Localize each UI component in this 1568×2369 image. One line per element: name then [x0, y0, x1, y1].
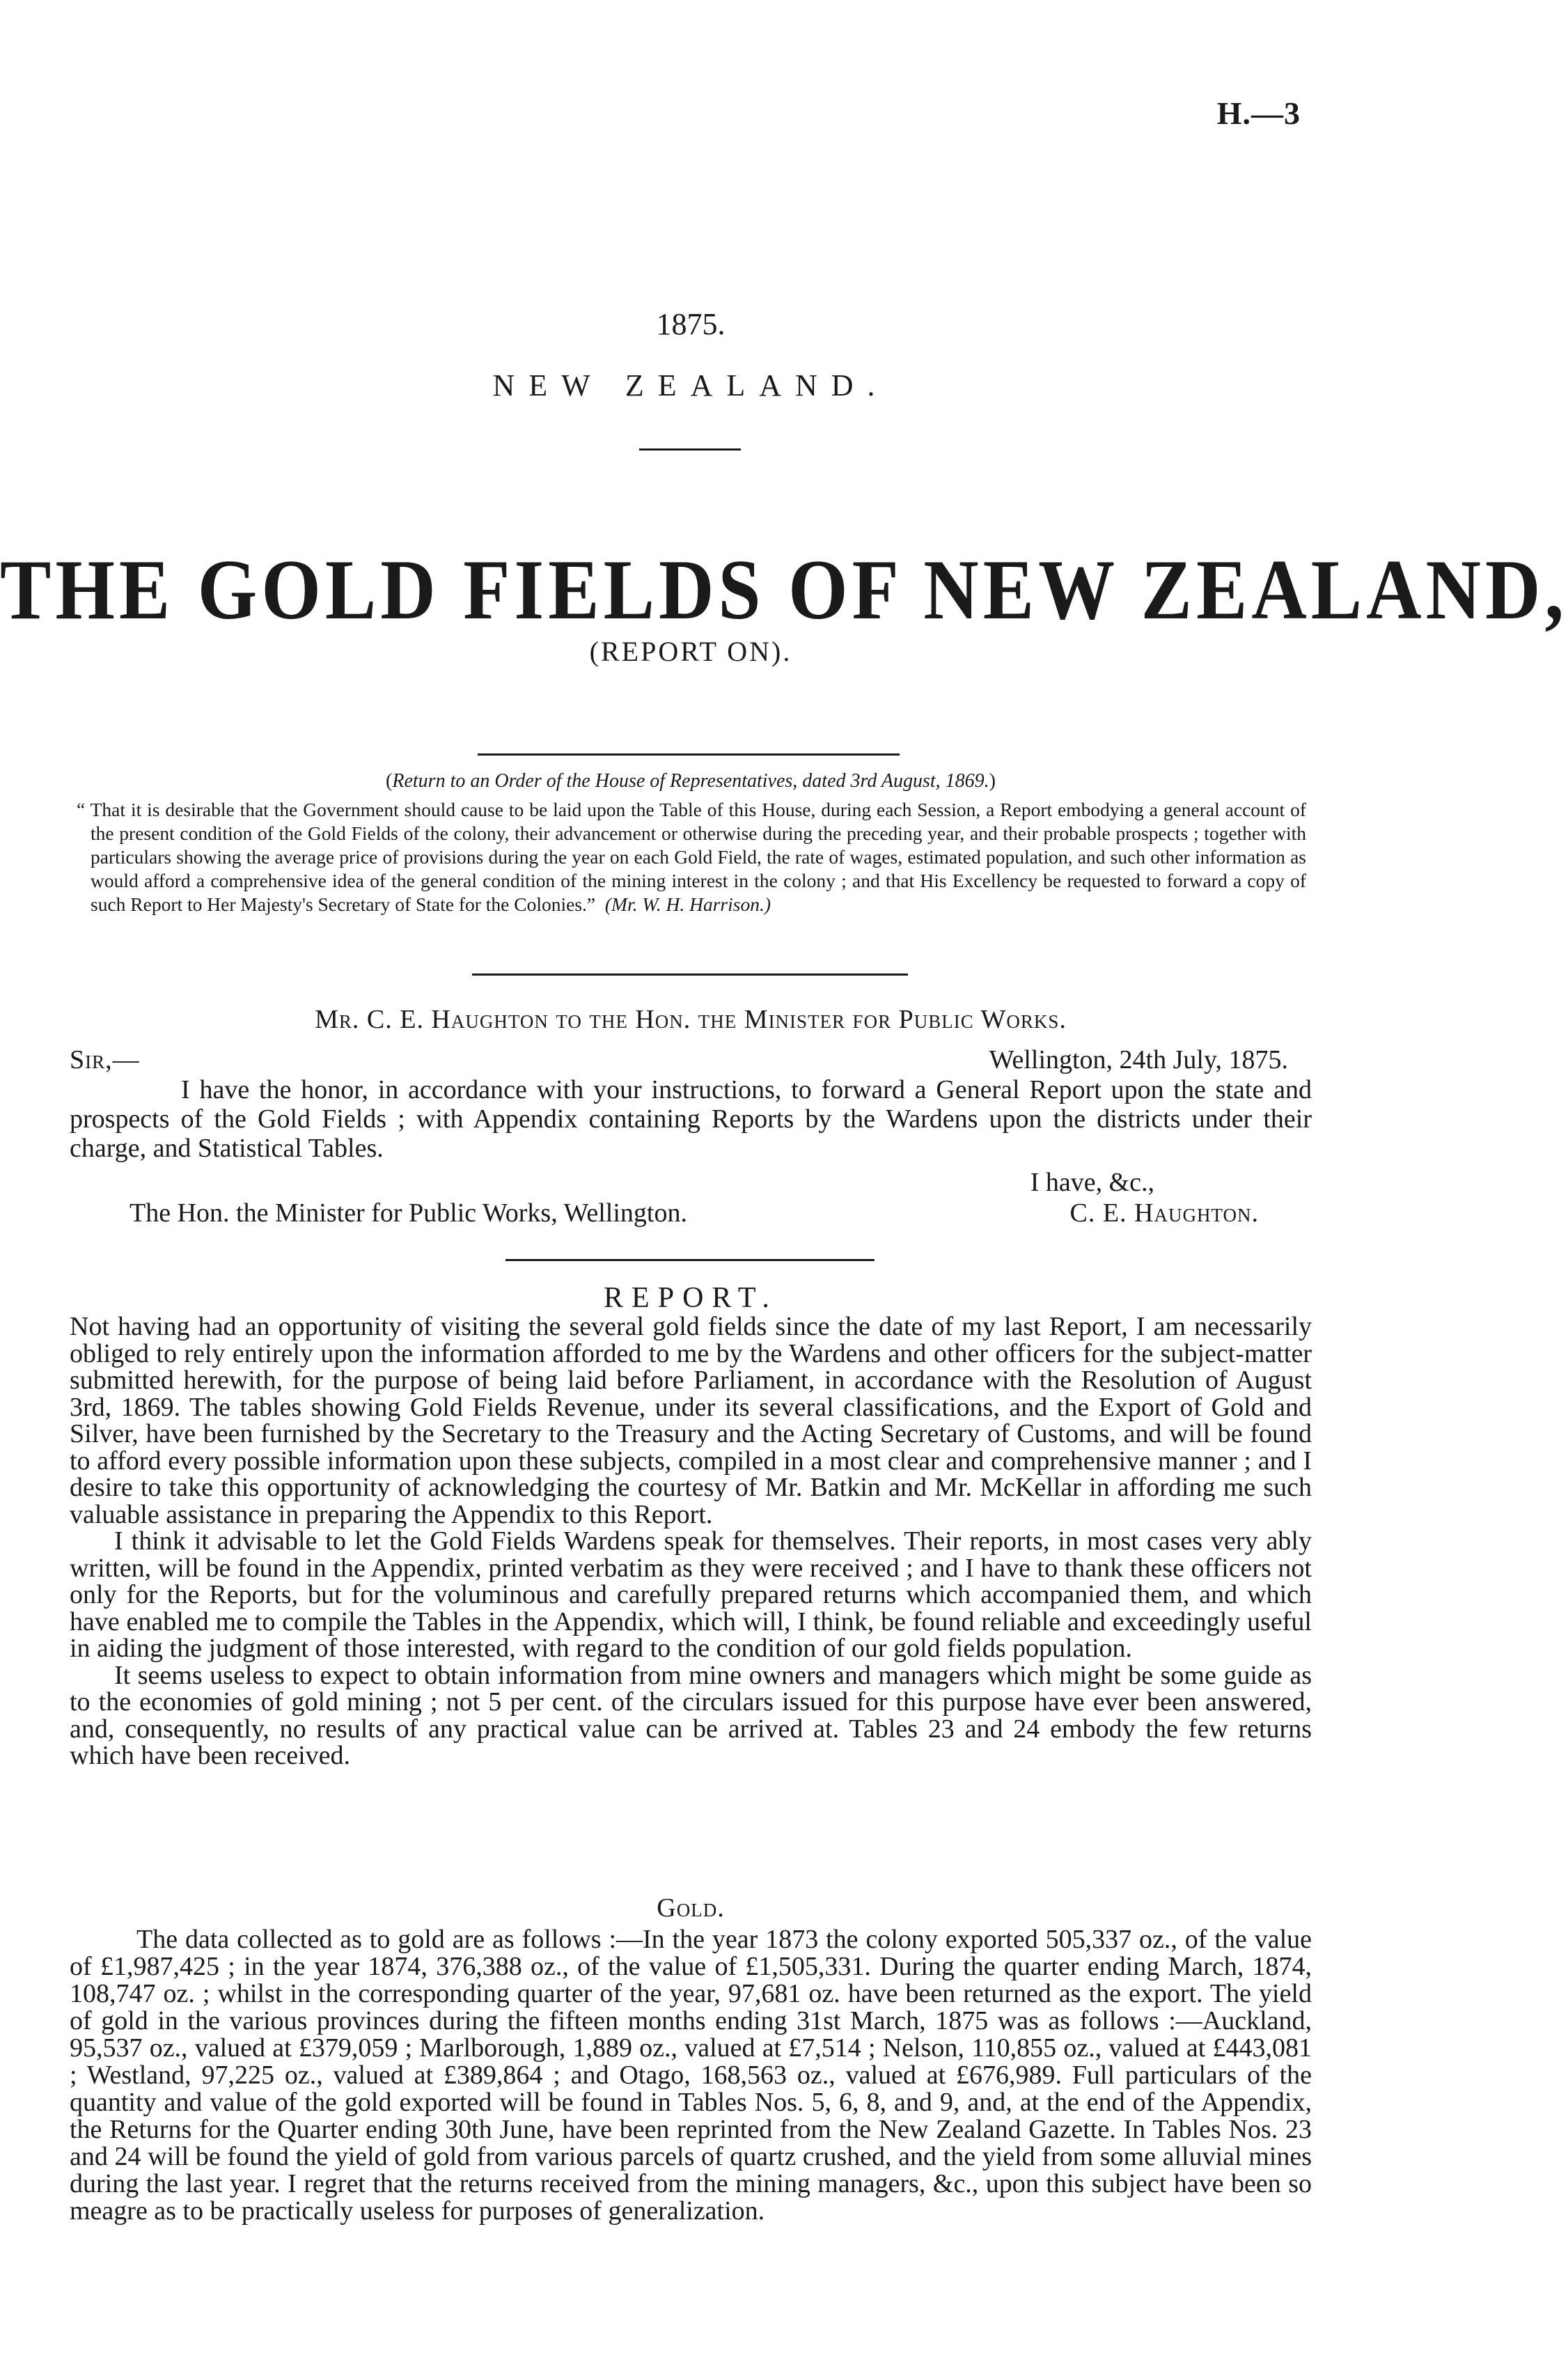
document-year: 1875.	[656, 307, 726, 341]
divider-rule	[472, 974, 908, 976]
gold-paragraph: The data collected as to gold are as follows :—In the year 1873 the colony exported 505,337 oz., of the value of £1,987,425 ; in the year 1874, 376,388 oz., of the value of £1,505,331. During the quarter ending March, 1874, 108,747 oz. ; whilst in the corresponding quarter of the year, 97,681 oz. have been returned as the export. The yield of gold in the various provinces during the fifteen months ending 31st March, 1875 was as follows :—Auckland, 95,537 oz., valued at £379,059 ; Marlborough, 1,889 oz., valued at £7,514 ; Nelson, 110,855 oz., valued at £443,081 ; Westland, 97,225 oz., valued at £389,864 ; and Otago, 168,563 oz., valued at £676,989. Full particulars of the quantity and value of the gold exported will be found in Tables Nos. 5, 6, 8, and 9, and, at the end of the Appendix, the Returns for the Quarter ending 30th June, have been reprinted from the New Zealand Gazette. In Tables Nos. 23 and 24 will be found the yield of gold from various parcels of quartz crushed, and the yield from some alluvial mines during the last year. I regret that the returns received from the mining managers, &c., upon this subject have been so meagre as to be practically useless for purposes of generalization.	[70, 1925, 1312, 2226]
page-subtitle: (REPORT ON).	[589, 636, 792, 667]
letter-addressee: The Hon. the Minister for Public Works, Wellington.	[130, 1198, 687, 1228]
report-paragraph: It seems useless to expect to obtain information from mine owners and managers which might be some guide as to the economies of gold mining ; not 5 per cent. of the circulars issued for this purpose have ever been answered, and, consequently, no results of any practical value can be arrived at. Tables 23 and 24 embody the few returns which have been received.	[70, 1660, 1312, 1770]
page-title: THE GOLD FIELDS OF NEW ZEALAND,	[0, 542, 1568, 637]
letter-signature: C. E. Haughton.	[1069, 1198, 1259, 1228]
report-paragraph: I think it advisable to let the Gold Fields Wardens speak for themselves. Their reports, in most cases very ably written, will be found in the Appendix, printed verbatim as they were received ; and I have to thank these officers not only for the Reports, but for the voluminous and carefully prepared returns which accompanied them, and which have enabled me to compile the Tables in the Appendix, which will, I think, be found reliable and exceedingly useful in aiding the judgment of those interested, with regard to the condition of our gold fields population.	[70, 1526, 1312, 1663]
letter-place-date: Wellington, 24th July, 1875.	[989, 1045, 1288, 1074]
letter-salutation: Sir,—	[70, 1045, 140, 1074]
divider-rule	[505, 1259, 875, 1261]
letter-closing: I have, &c.,	[1030, 1168, 1154, 1197]
divider-rule	[639, 448, 741, 451]
report-paragraph: Not having had an opportunity of visiting the several gold fields since the date of my last Report, I am necessarily obliged to rely entirely upon the information afforded to me by the Wardens and other officers for the subject-matter submitted herewith, for the purpose of being laid before Parliament, in accordance with the Resolution of August 3rd, 1869. The tables showing Gold Fields Revenue, under its several classifications, and the Export of Gold and Silver, have been furnished by the Secretary to the Treasury and the Acting Secretary of Customs, and will be found to afford every possible information upon these subjects, compiled in a most clear and comprehensive manner ; and I desire to take this opportunity of acknowledging the courtesy of Mr. Batkin and Mr. McKellar in affording me such valuable assistance in preparing the Appendix to this Report.	[70, 1312, 1312, 1529]
resolution-mover: (Mr. W. H. Harrison.)	[604, 893, 771, 915]
return-order-text: Return to an Order of the House of Representatives, dated 3rd August, 1869.	[392, 770, 989, 792]
divider-rule	[478, 753, 900, 756]
page-reference: H.—3	[1216, 95, 1301, 131]
return-order-line: (Return to an Order of the House of Representatives, dated 3rd August, 1869.)	[386, 770, 996, 792]
letter-heading: Mr. C. E. Haughton to the Hon. the Minister for Public Works.	[315, 1005, 1067, 1034]
letter-body: I have the honor, in accordance with your instructions, to forward a General Report upon the state and prospects of the Gold Fields ; with Appendix containing Reports by the Wardens upon the districts under their charge, and Statistical Tables.	[70, 1075, 1312, 1163]
report-heading: REPORT.	[604, 1282, 778, 1314]
resolution-quote-text: “ That it is desirable that the Government should cause to be laid upon the Table of this House, during each Session, a Report embodying a general account of the present condition of the Gold Fields of the colony, their advancement or otherwise during the preceding year, and their probable prospects ; together with particulars showing the average price of provisions during the year on each Gold Field, the rate of wages, estimated population, and such other information as would afford a comprehensive idea of the general condition of the mining interest in the colony ; and that His Excellency be requested to forward a copy of such Report to Her Majesty's Secretary of State for the Colonies.”	[77, 799, 1306, 915]
report-body	[70, 1313, 1312, 1769]
document-country: NEW ZEALAND.	[492, 368, 889, 402]
section-heading-gold: Gold.	[657, 1893, 725, 1923]
resolution-quote	[77, 798, 1306, 916]
